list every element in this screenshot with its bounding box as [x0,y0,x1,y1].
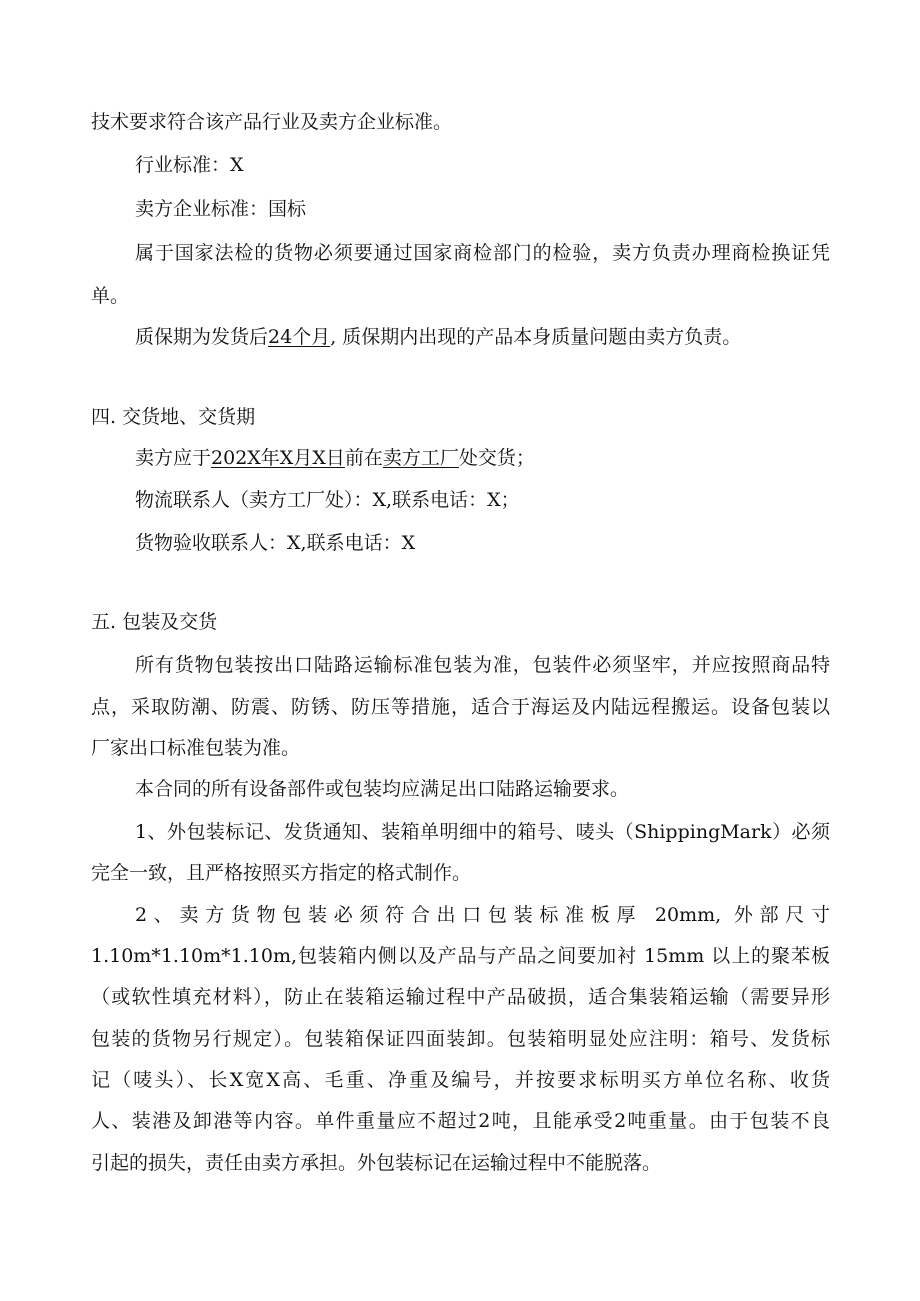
inspection-text-line1: 属于国家法检的货物必须要通过国家商检部门的检验，卖方负责办理商检换证凭 [135,242,830,264]
warranty-text [135,323,920,351]
packaging-item2-line1: 2、卖方货物包装必须符合出口包装标准板厚 20mm, 外部尺寸 [135,904,830,926]
acceptance-contact-text: 货物验收联系人：X,联系电话：X [135,532,416,554]
inspection-text-line2: 单。 [91,285,130,307]
packaging-item2-line4: 包装的货物另行规定）。包装箱保证四面装卸。包装箱明显处应注明：箱号、发货标 [91,1028,830,1050]
packaging-item2-line3: （或软性填充材料），防止在装箱运输过程中产品破损，适合集装箱运输（需要异形 [91,986,830,1008]
warranty-suffix: , 质保期内出现的产品本身质量问题由卖方负责。 [330,326,742,348]
warranty-prefix: 质保期为发货后 [135,326,269,348]
packaging-p2: 本合同的所有设备部件或包装均应满足出口陆路运输要求。 [135,778,630,800]
packaging-item1-line1: 1、外包装标记、发货通知、装箱单明细中的箱号、唛头（ShippingMark）必须 [135,821,830,843]
packaging-item2-line7: 引起的损失，责任由卖方承担。外包装标记在运输过程中不能脱落。 [91,1152,662,1174]
delivery-prefix: 卖方应于 [135,447,212,469]
packaging-p1-line1: 所有货物包装按出口陆路运输标准包装为准，包装件必须坚牢，并应按照商品特 [135,654,830,676]
packaging-item2-line5: 记（唛头）、长X宽X高、毛重、净重及编号，并按要求标明买方单位名称、收货 [91,1069,830,1091]
packaging-p1-line2: 点，采取防潮、防震、防锈、防压等措施，适合于海运及内陆远程搬运。设备包装以 [91,696,830,718]
delivery-suffix: 处交货； [458,447,535,469]
packaging-item1-line2: 完全一致，且严格按照买方指定的格式制作。 [91,862,472,884]
packaging-item2-line2: 1.10m*1.10m*1.10m,包装箱内侧以及产品与产品之间要加衬 15mm 以上的聚苯板 [91,945,830,967]
section5-heading: 五. 包装及交货 [91,611,218,633]
tech-requirement-text: 技术要求符合该产品行业及卖方企业标准。 [91,111,453,133]
delivery-date: 202X年X月X日 [211,447,345,469]
warranty-period: 24个月 [268,326,331,348]
packaging-p1-line3: 厂家出口标准包装为准。 [91,737,301,759]
delivery-place: 卖方工厂 [382,447,459,469]
delivery-mid: 前在 [344,447,383,469]
seller-standard-text: 卖方企业标准：国标 [135,198,307,220]
packaging-item2-line6: 人、装港及卸港等内容。单件重量应不超过2吨，且能承受2吨重量。由于包装不良 [91,1110,830,1132]
logistics-contact-text: 物流联系人（卖方工厂处）：X,联系电话：X； [135,489,520,511]
industry-standard-text: 行业标准：X [135,154,244,176]
section4-heading: 四. 交货地、交货期 [91,406,256,428]
delivery-text [135,444,920,472]
